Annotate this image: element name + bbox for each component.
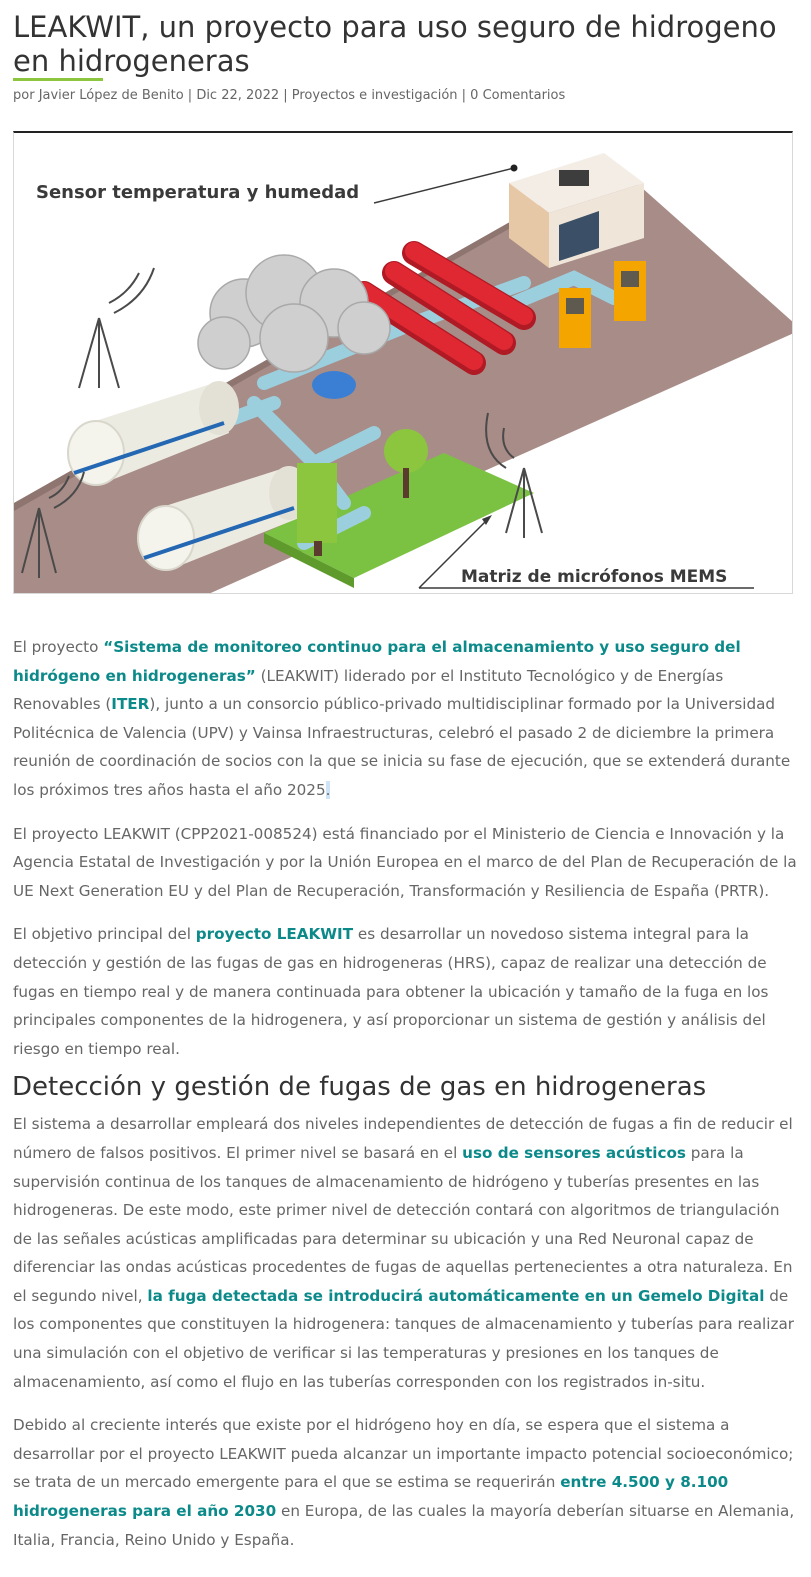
project-title-link[interactable]: “Sistema de monitoreo continuo para el almacenamiento y uso seguro del hidrógeno en hidrogeneras”	[13, 638, 741, 685]
text: El proyecto	[13, 638, 104, 656]
author-link[interactable]: Javier López de Benito	[38, 88, 184, 103]
text: en Europa, de las cuales la mayoría deberían situarse en Alemania, Italia, Francia, Reino Unido y España.	[13, 1502, 795, 1549]
paragraph-impact	[13, 1411, 799, 1554]
article-body	[13, 633, 799, 1569]
text: Debido al creciente interés que existe por el hidrógeno hoy en día, se espera que el sistema a desarrollar por el proyecto LEAKWIT pueda alcanzar un importante impacto potencial socioeconómico; se trata de un mercado emergente para el que se estima se requerirán	[13, 1416, 794, 1492]
meta-separator: |	[279, 88, 292, 103]
category-link[interactable]: Proyectos e investigación	[291, 88, 458, 103]
hydrogen-station-illustration	[13, 131, 793, 594]
text: para la supervisión continua de los tanques de almacenamiento de hidrógeno y tuberías presentes en las hidrogeneras. De este modo, este primer nivel de detección contará con algoritmos de triangulación de las señales acústicas amplificadas para determinar su ubicación y una Red Neuronal capaz de diferenciar las ondas acústicas procedentes de fugas de aquellas pertenecientes a otra naturaleza. En el segundo nivel,	[13, 1143, 793, 1305]
hydrogen-stations-2030-link[interactable]: entre 4.500 y 8.100 hidrogeneras para el año 2030	[13, 1473, 729, 1521]
tree-trunk	[403, 468, 409, 498]
text: El sistema a desarrollar empleará dos niveles independientes de detección de fugas a fin de reducir el número de falsos positivos. El primer nivel se basará en el	[13, 1115, 793, 1162]
text: ), junto a un consorcio público-privado multidisciplinar formado por la Universidad Politécnica de Valencia (UPV) y Vainsa Infraestructuras, celebró el pasado 2 de diciembre la primera reunión de coordinación de socios con la que se inicia su fase de ejecución, que se extenderá durante los próximos tres años hasta el año 2025	[13, 695, 791, 799]
label-sensor-pointer-dot	[511, 165, 518, 172]
paragraph-objective	[13, 920, 799, 1063]
sensor-box	[559, 170, 589, 186]
digital-twin-link[interactable]: la fuga detectada se introducirá automáticamente en un Gemelo Digital	[147, 1286, 765, 1305]
paragraph-detection	[13, 1110, 799, 1396]
label-sensor-pointer	[374, 168, 514, 203]
text-selection: .	[325, 780, 331, 799]
title-underline	[13, 78, 103, 81]
comments-link[interactable]: 0 Comentarios	[470, 88, 566, 103]
green-block	[297, 463, 337, 543]
text: de los componentes que constituyen la hidrogenera: tanques de almacenamiento y tuberías para realizar una simulación con el objetivo de verificar si las temperaturas y presiones en los tanques de almacenamiento, así como el flujo en las tuberías corresponden con los registrados in-situ.	[13, 1286, 795, 1391]
post-date: Dic 22, 2022	[196, 88, 280, 103]
article-title: LEAKWIT, un proyecto para uso seguro de hidrogeno en hidrogeneras	[13, 10, 777, 78]
label-sensor-temperature-humidity: Sensor temperatura y humedad	[36, 182, 360, 203]
post-meta	[13, 86, 565, 106]
section-heading: Detección y gestión de fugas de gas en hidrogeneras	[12, 1072, 707, 1103]
gas-leak-cloud	[198, 255, 390, 372]
label-mems-microphones: Matriz de micrófonos MEMS	[461, 567, 728, 587]
valve	[312, 371, 356, 399]
paragraph-intro	[13, 633, 799, 805]
text: El objetivo principal del	[13, 925, 196, 944]
meta-separator: |	[457, 88, 471, 103]
tree	[384, 429, 428, 473]
meta-prefix: por	[13, 88, 39, 103]
leakwit-project-link[interactable]: proyecto LEAKWIT	[195, 925, 354, 944]
paragraph-funding: El proyecto LEAKWIT (CPP2021-008524) está financiado por el Ministerio de Ciencia e Innovación y la Agencia Estatal de Investigación y por la Unión Europea en el marco de del Plan de Recuperación de la UE Next Generation EU y del Plan de Recuperación, Transformación y Resiliencia de España (PRTR).	[13, 824, 797, 900]
iter-link[interactable]: ITER	[111, 695, 150, 714]
text: (LEAKWIT) liderado por el Instituto Tecnológico y de Energías Renovables (	[13, 666, 724, 714]
meta-separator: |	[183, 88, 197, 103]
acoustic-sensors-link[interactable]: uso de sensores acústicos	[462, 1143, 686, 1162]
text: es desarrollar un novedoso sistema integral para la detección y gestión de las fugas de gas en hidrogeneras (HRS), capaz de realizar una detección de fugas en tiempo real y de manera continuada para obtener la ubicación y tamaño de la fuga en los principales componentes de la hidrogenera, y así proporcionar un sistema de gestión y análisis del riesgo en tiempo real.	[13, 925, 769, 1058]
tree-trunk	[314, 541, 322, 556]
